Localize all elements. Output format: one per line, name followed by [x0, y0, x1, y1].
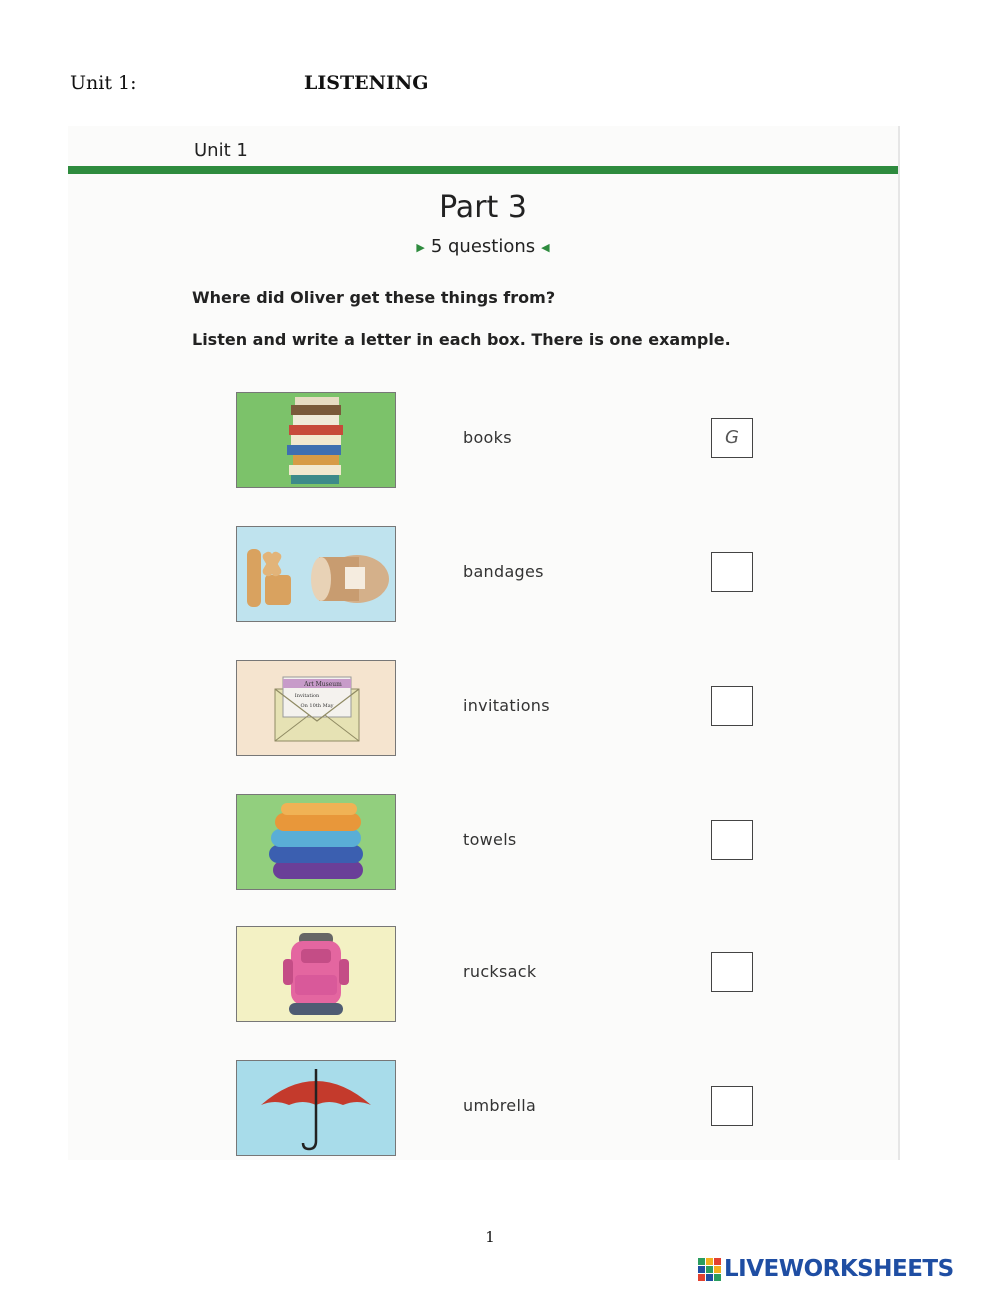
item-word: umbrella — [463, 1096, 537, 1115]
answer-box[interactable] — [711, 952, 753, 992]
list-item — [68, 526, 898, 622]
part-title: Part 3 — [439, 190, 527, 225]
answer-box[interactable] — [711, 1086, 753, 1126]
section-title: LISTENING — [304, 72, 429, 94]
rucksack-icon — [236, 926, 396, 1022]
item-word: bandages — [463, 562, 544, 581]
answer-box[interactable] — [711, 820, 753, 860]
item-word: towels — [463, 830, 517, 849]
answer-box[interactable] — [711, 686, 753, 726]
list-item — [68, 1060, 898, 1156]
invitation-icon — [236, 660, 396, 756]
scanned-page — [68, 126, 900, 1160]
list-item — [68, 926, 898, 1022]
item-word: books — [463, 428, 512, 447]
unit-heading: Unit 1: — [70, 72, 137, 94]
questions-label: 5 questions — [430, 236, 536, 257]
list-item — [68, 660, 898, 756]
list-item — [68, 794, 898, 890]
scan-unit-label: Unit 1 — [194, 140, 248, 161]
triangle-right-icon: ▶ — [416, 240, 425, 254]
question-text: Where did Oliver get these things from? — [192, 288, 556, 307]
liveworksheets-logo-icon — [698, 1258, 722, 1282]
page-number: 1 — [485, 1228, 495, 1246]
bandages-icon — [236, 526, 396, 622]
brand-text: LIVEWORKSHEETS — [724, 1256, 954, 1282]
instruction-text: Listen and write a letter in each box. There is one example. — [192, 330, 731, 349]
umbrella-icon — [236, 1060, 396, 1156]
liveworksheets-logo[interactable] — [698, 1256, 994, 1284]
answer-box[interactable]: G — [711, 418, 753, 458]
invitation-line2: Invitation — [294, 693, 320, 699]
triangle-left-icon: ◀ — [541, 240, 550, 254]
item-word: rucksack — [463, 962, 537, 981]
item-word: invitations — [463, 696, 550, 715]
books-icon — [236, 392, 396, 488]
document-header — [70, 72, 770, 98]
green-divider — [68, 166, 898, 174]
invitation-line3: On 10th May — [300, 703, 334, 709]
invitation-line1: Art Museum — [304, 681, 342, 688]
list-item — [68, 392, 898, 488]
answer-box[interactable] — [711, 552, 753, 592]
questions-count — [68, 236, 898, 257]
towels-icon — [236, 794, 396, 890]
